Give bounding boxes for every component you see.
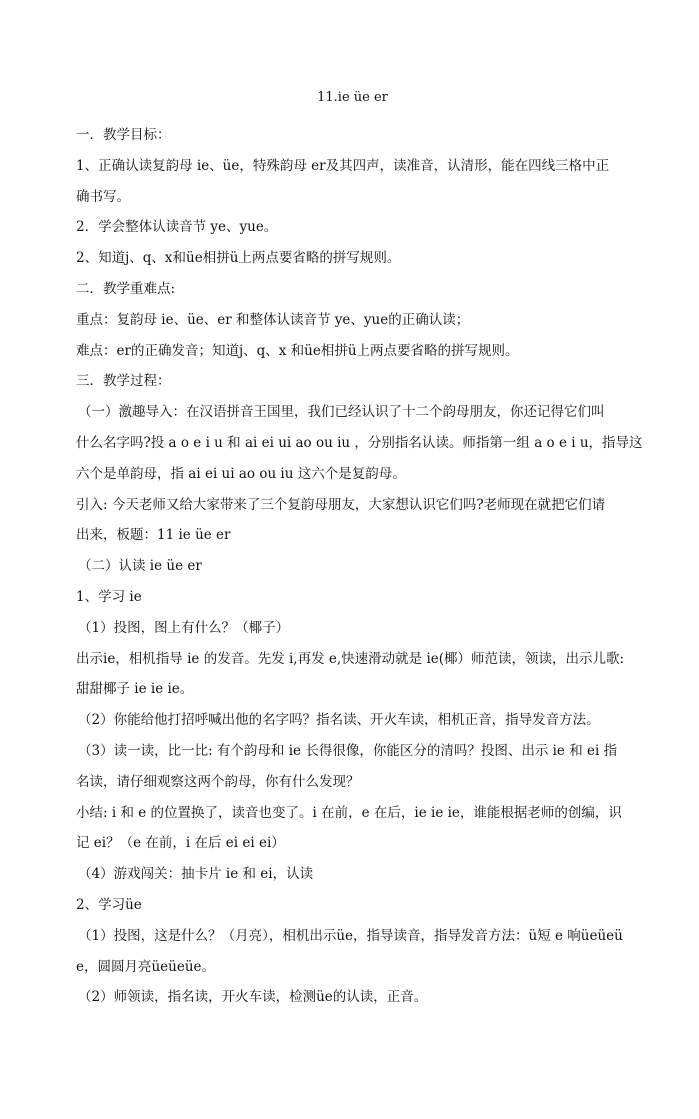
- subsection-heading: （二）认读 ie üe er: [78, 558, 202, 575]
- objective-line: 2．学会整体认读音节 ye、yue。: [76, 219, 278, 236]
- objective-line: 确书写。: [76, 188, 130, 205]
- subsection-heading: 2、学习üe: [76, 896, 142, 913]
- paragraph-line: 什么名字吗?投 a o e i u 和 ai ei ui ao ou iu ，分别指名认读。师指第一组 a o e i u，指导这: [76, 434, 643, 451]
- paragraph-line: e，圆圆月亮üeüeüe。: [76, 958, 216, 975]
- objective-line: 1、正确认读复韵母 ie、üe，特殊韵母 er及其四声，读准音，认清形，能在四线三格中正: [76, 157, 610, 174]
- paragraph-line: 六个是单韵母，指 ai ei ui ao ou iu 这六个是复韵母。: [76, 465, 406, 482]
- section-heading-objectives: 一．教学目标：: [76, 127, 171, 143]
- paragraph-line: （一）激趣导入：在汉语拼音王国里，我们已经认识了十二个韵母朋友，你还记得它们叫: [78, 404, 605, 421]
- paragraph-line: （4）游戏闯关：抽卡片 ie 和 ei，认读: [78, 866, 314, 883]
- section-heading-process: 三．教学过程：: [76, 373, 171, 390]
- section-heading-key-points: 二．教学重难点:: [76, 280, 176, 297]
- lesson-title: 11.ie üe er: [317, 90, 388, 105]
- subsection-heading: 1、学习 ie: [76, 588, 142, 605]
- paragraph-line: （3）读一读，比一比: 有个韵母和 ie 长得很像，你能区分的清吗？投图、出示 ie 和 ei 指: [78, 742, 618, 759]
- paragraph-line: （2）你能给他打招呼喊出他的名字吗？指名读、开火车读，相机正音，指导发音方法。: [78, 712, 600, 729]
- difficulty-line: 难点：er的正确发音；知道j、q、x 和üe相拼ü上两点要省略的拼写规则。: [76, 342, 519, 359]
- paragraph-line: 小结: i 和 e 的位置换了，读音也变了。i 在前，e 在后，ie ie ie，谁能根据老师的创编，识: [76, 804, 622, 821]
- paragraph-line: （1）投图，这是什么？（月亮），相机出示üe，指导读音，指导发音方法：ü短 e 响üeüeü: [78, 927, 623, 944]
- paragraph-line: 出示ie，相机指导 ie 的发音。先发 i,再发 e,快速滑动就是 ie(椰）师范读，领读，出示儿歌:: [76, 650, 625, 667]
- paragraph-line: 甜甜椰子 ie ie ie。: [76, 681, 194, 698]
- objective-line: 2、知道j、q、x和üe相拼ü上两点要省略的拼写规则。: [76, 250, 401, 267]
- paragraph-line: 记 ei？（e 在前，i 在后 ei ei ei）: [76, 835, 285, 852]
- paragraph-line: （1）投图，图上有什么？（椰子）: [78, 619, 290, 636]
- paragraph-line: 名读，请仔细观察这两个韵母，你有什么发现？: [76, 773, 360, 790]
- key-point-line: 重点：复韵母 ie、üe、er 和整体认读音节 ye、yue的正确认读；: [76, 311, 470, 328]
- paragraph-line: （2）师领读，指名读，开火车读，检测üe的认读，正音。: [78, 989, 428, 1006]
- paragraph-line: 出来，板题：11 ie üe er: [76, 527, 231, 544]
- paragraph-line: 引入: 今天老师又给大家带来了三个复韵母朋友，大家想认识它们吗?老师现在就把它们请: [76, 496, 606, 513]
